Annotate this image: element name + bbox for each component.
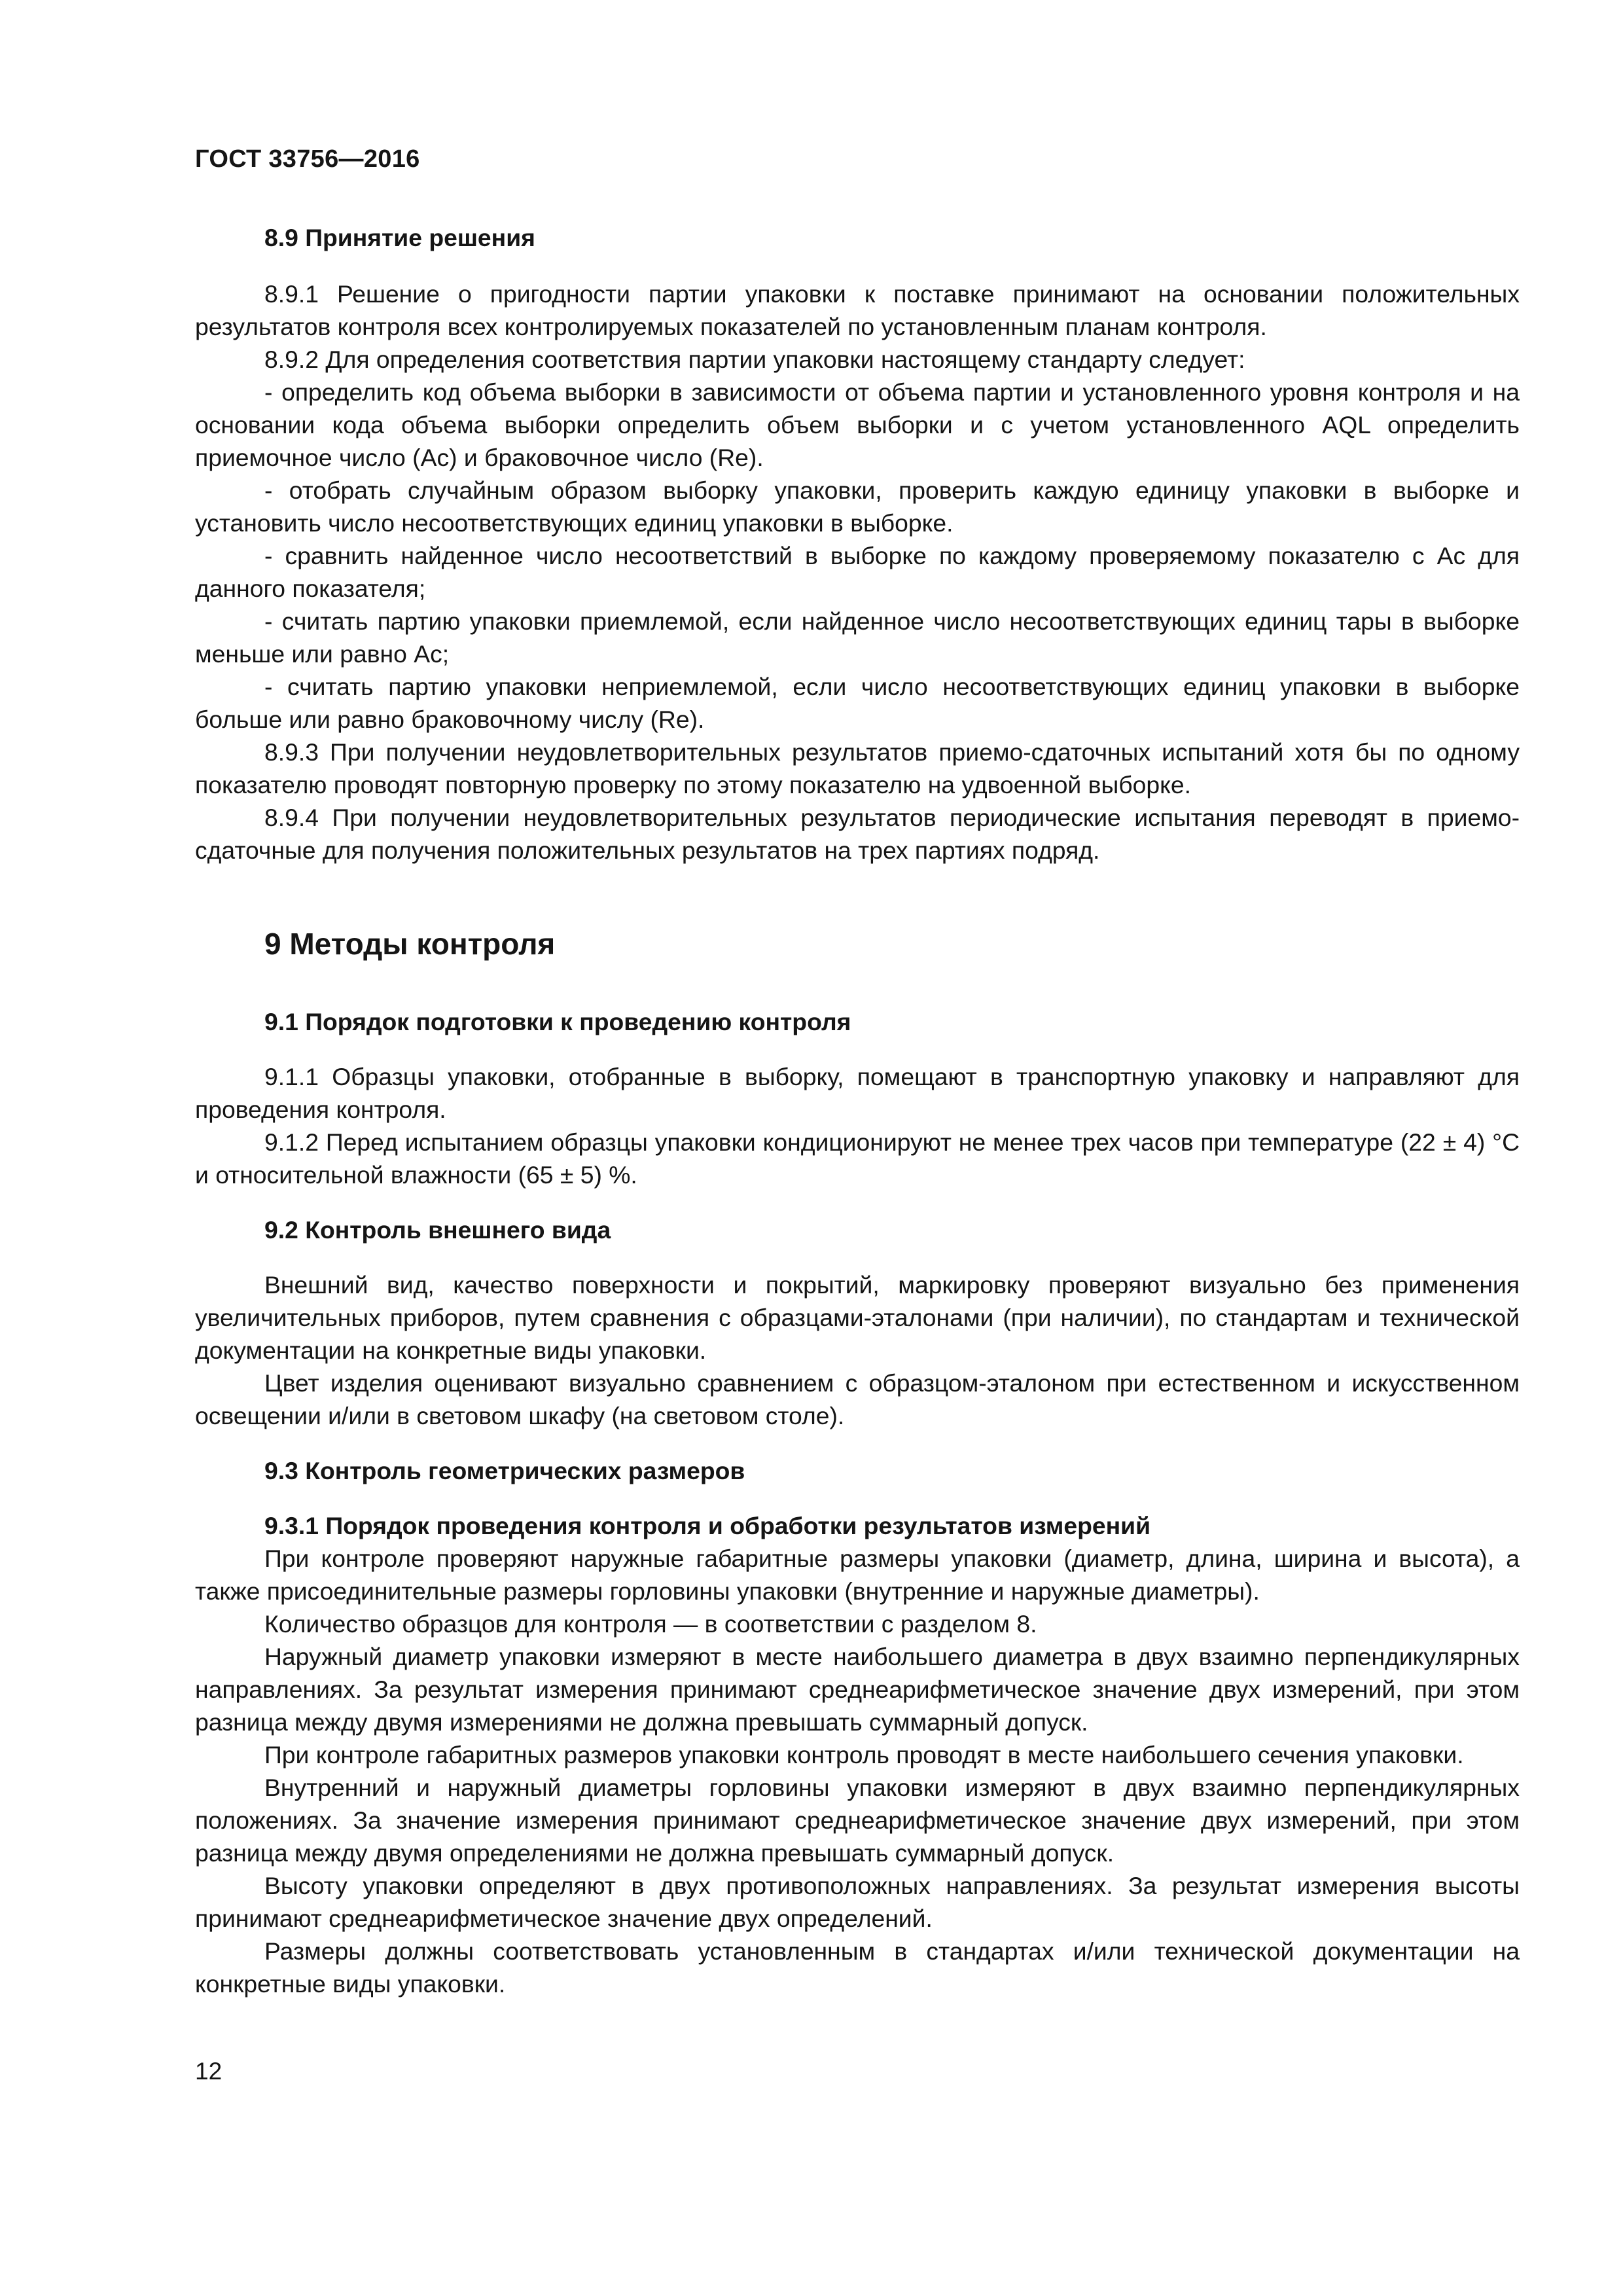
- list-item: - считать партию упаковки приемлемой, если найденное число несоответствующих единиц тары в выборке меньше или равно Ac;: [195, 607, 1520, 668]
- paragraph-9-3-1-6: Высоту упаковки определяют в двух противоположных направлениях. За результат измерения высоты принимают среднеарифметическое значение двух определений.: [195, 1872, 1520, 1932]
- paragraph-8-9-2: 8.9.2 Для определения соответствия партии упаковки настоящему стандарту следует:: [264, 346, 1245, 373]
- paragraph-9-1-1: 9.1.1 Образцы упаковки, отобранные в выборку, помещают в транспортную упаковку и направляют для проведения контроля.: [195, 1063, 1520, 1123]
- paragraph-9-2-2: Цвет изделия оценивают визуально сравнением с образцом-эталоном при естественном и искусственном освещении и/или в световом шкафу (на световом столе).: [195, 1369, 1520, 1429]
- list-item: - отобрать случайным образом выборку упаковки, проверить каждую единицу упаковки в выборке и установить число несоответствующих единиц упаковки в выборке.: [195, 476, 1520, 537]
- document-header: ГОСТ 33756—2016: [195, 145, 420, 173]
- document-body: [195, 221, 1520, 2000]
- subsection-title-9-3-1: 9.3.1 Порядок проведения контроля и обработки результатов измерений: [264, 1512, 1151, 1539]
- paragraph-9-3-1-2: Количество образцов для контроля — в соответствии с разделом 8.: [264, 1610, 1037, 1638]
- paragraph-9-3-1-7: Размеры должны соответствовать установленным в стандартах и/или технической документации на конкретные виды упаковки.: [195, 1937, 1520, 1998]
- document-page: [195, 0, 1520, 2296]
- paragraph-9-3-1-1: При контроле проверяют наружные габаритные размеры упаковки (диаметр, длина, ширина и высота), а также присоединительные размеры горловины упаковки (внутренние и наружные диаметры).: [195, 1545, 1520, 1605]
- list-item: - сравнить найденное число несоответствий в выборке по каждому проверяемому показателю с Ac для данного показателя;: [195, 542, 1520, 602]
- section-title-9-3: 9.3 Контроль геометрических размеров: [264, 1457, 745, 1484]
- paragraph-8-9-1: 8.9.1 Решение о пригодности партии упаковки к поставке принимают на основании положительных результатов контроля всех контролируемых показателей по установленным планам контроля.: [195, 280, 1520, 340]
- paragraph-9-2-1: Внешний вид, качество поверхности и покрытий, маркировку проверяют визуально без применения увеличительных приборов, путем сравнения с образцами-эталонами (при наличии), по стандартам и технической документации на конкретные виды упаковки.: [195, 1271, 1520, 1364]
- list-item: - считать партию упаковки неприемлемой, если число несоответствующих единиц упаковки в выборке больше или равно браковочному числу (Re).: [195, 673, 1520, 733]
- paragraph-9-3-1-5: Внутренний и наружный диаметры горловины упаковки измеряют в двух взаимно перпендикулярных положениях. За значение измерения принимают среднеарифметическое значение двух измерений, при этом разница между двумя определениями не должна превышать суммарный допуск.: [195, 1774, 1520, 1867]
- section-title-9-1: 9.1 Порядок подготовки к проведению контроля: [264, 1008, 851, 1035]
- paragraph-9-3-1-4: При контроле габаритных размеров упаковки контроль проводят в месте наибольшего сечения упаковки.: [264, 1741, 1464, 1768]
- paragraph-9-3-1-3: Наружный диаметр упаковки измеряют в месте наибольшего диаметра в двух взаимно перпендикулярных направлениях. За результат измерения принимают среднеарифметическое значение двух измерений, при этом разница между двумя измерениями не должна превышать суммарный допуск.: [195, 1643, 1520, 1736]
- page-number: 12: [195, 2058, 223, 2085]
- list-item: - определить код объема выборки в зависимости от объема партии и установленного уровня контроля и на основании кода объема выборки определить объем выборки и с учетом установленного AQL определить приемочное число (Ac) и браковочное число (Re).: [195, 378, 1520, 471]
- section-title-9-2: 9.2 Контроль внешнего вида: [264, 1216, 611, 1244]
- section-title-9: 9 Методы контроля: [264, 927, 556, 961]
- section-title-8-9: 8.9 Принятие решения: [264, 224, 535, 251]
- paragraph-9-1-2: 9.1.2 Перед испытанием образцы упаковки кондиционируют не менее трех часов при температуре (22 ± 4) °С и относительной влажности (65 ± 5) %.: [195, 1128, 1520, 1189]
- paragraph-8-9-4: 8.9.4 При получении неудовлетворительных результатов периодические испытания переводят в приемо-сдаточные для получения положительных результатов на трех партиях подряд.: [195, 804, 1520, 864]
- paragraph-8-9-3: 8.9.3 При получении неудовлетворительных результатов приемо-сдаточных испытаний хотя бы по одному показателю проводят повторную проверку по этому показателю на удвоенной выборке.: [195, 738, 1520, 798]
